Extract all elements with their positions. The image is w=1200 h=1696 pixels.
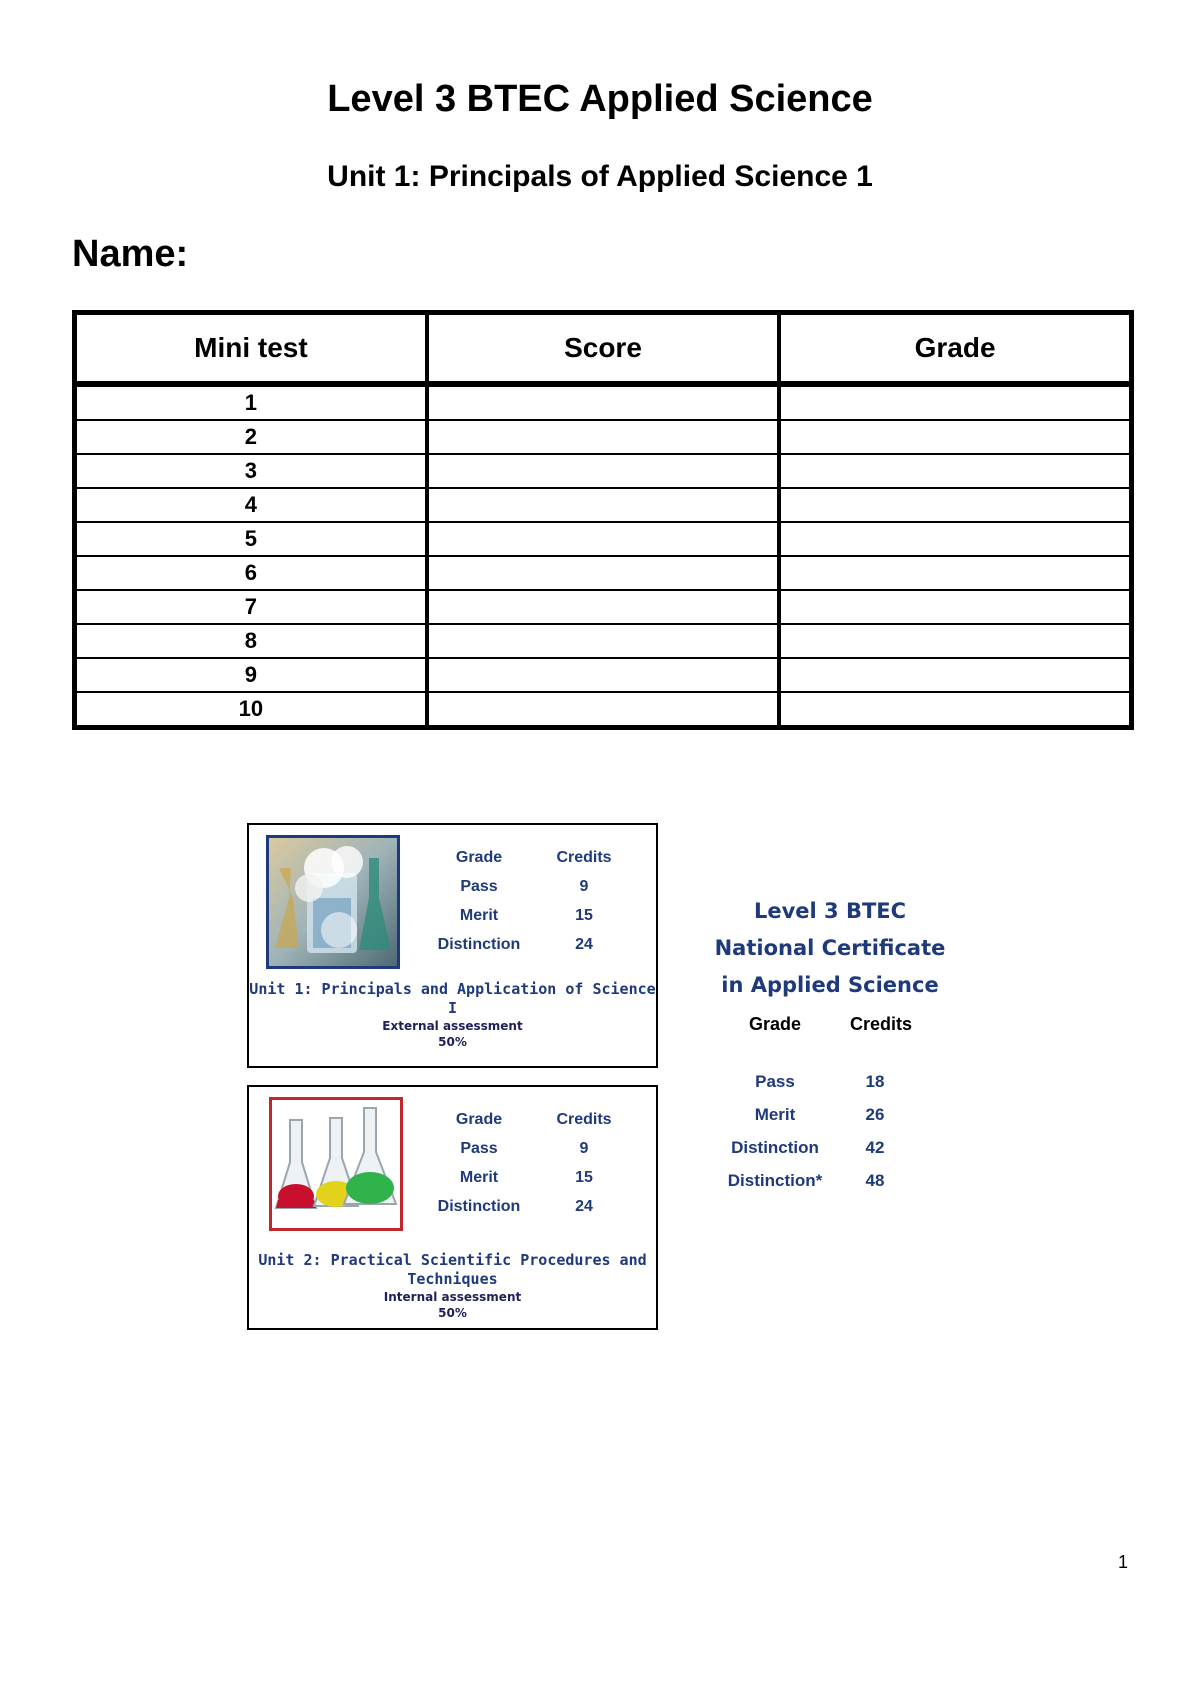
grade-cell[interactable] [779,488,1131,522]
grade-cell[interactable] [779,522,1131,556]
unit1-weight: 50% [438,1035,467,1049]
unit2-caption [249,1251,656,1321]
grade-label: Distinction* [727,1170,823,1190]
credits-value: 9 [579,877,589,895]
mini-test-number: 4 [75,488,427,522]
column-header-grade: Grade [779,313,1131,385]
grade-cell[interactable] [779,624,1131,658]
table-row [75,556,1132,590]
column-header-mini-test: Mini test [75,313,427,385]
mini-test-table [72,310,1134,730]
unit2-title: Unit 2: Practical Scientific Procedures and Techniques [258,1251,647,1288]
table-row [75,522,1132,556]
grade-cell[interactable] [779,692,1131,728]
grade-cell[interactable] [779,454,1131,488]
score-cell[interactable] [427,522,779,556]
grade-cell[interactable] [779,658,1131,692]
grade-row [700,1164,960,1197]
mini-test-number: 2 [75,420,427,454]
score-cell[interactable] [427,692,779,728]
mini-test-number: 10 [75,692,427,728]
credits-value: 24 [575,935,593,953]
certificate-grade-header [700,1014,960,1035]
grade-header-row [424,843,634,872]
grade-row [424,1163,634,1192]
certificate-line-2: National Certificate [714,936,946,960]
unit2-weight: 50% [438,1306,467,1320]
grade-header: Grade [748,1014,802,1034]
grade-label: Pass [460,877,498,895]
page-title: Level 3 BTEC Applied Science [327,78,873,120]
score-cell[interactable] [427,658,779,692]
table-row [75,384,1132,420]
score-cell[interactable] [427,454,779,488]
grade-cell[interactable] [779,556,1131,590]
colored-flasks-icon [269,1097,403,1231]
credits-value: 26 [865,1104,885,1124]
unit2-grade-table [424,1105,634,1221]
certificate-grade-list [700,1065,960,1197]
certificate-line-3: in Applied Science [721,973,939,997]
unit2-card [247,1085,658,1330]
grade-row [424,872,634,901]
mini-test-number: 7 [75,590,427,624]
grade-label: Merit [459,906,499,924]
table-header-row [75,313,1132,385]
grade-row [700,1065,960,1098]
table-row [75,488,1132,522]
grade-row [424,901,634,930]
grade-label: Merit [459,1168,499,1186]
grade-label: Pass [460,1139,498,1157]
table-row [75,692,1132,728]
table-row [75,454,1132,488]
grade-label: Distinction [437,935,521,953]
score-cell[interactable] [427,624,779,658]
name-label: Name: [72,233,189,275]
credits-header: Credits [850,1014,913,1034]
credits-header: Credits [556,848,612,866]
grade-label: Merit [754,1104,796,1124]
mini-test-number: 3 [75,454,427,488]
column-header-score: Score [427,313,779,385]
unit1-assessment: External assessment [382,1019,523,1033]
lab-glassware-smoke-icon [266,835,400,969]
credits-value: 9 [579,1139,589,1157]
credits-value: 24 [575,1197,593,1215]
unit1-caption [249,980,656,1050]
grade-label: Distinction [731,1137,819,1157]
page-number: 1 [1118,1552,1129,1572]
grade-row [700,1131,960,1164]
credits-value: 15 [575,906,593,924]
grade-header: Grade [455,1110,503,1128]
mini-test-number: 6 [75,556,427,590]
credits-header: Credits [556,1110,612,1128]
grade-cell[interactable] [779,420,1131,454]
table-row [75,420,1132,454]
table-row [75,658,1132,692]
grade-label: Pass [755,1071,795,1091]
unit2-assessment: Internal assessment [383,1290,522,1304]
mini-test-number: 5 [75,522,427,556]
table-row [75,624,1132,658]
unit1-card [247,823,658,1068]
grade-row [424,1192,634,1221]
grade-row [424,930,634,959]
certificate-line-1: Level 3 BTEC [753,899,907,923]
grade-row [424,1134,634,1163]
grade-cell[interactable] [779,384,1131,420]
score-cell[interactable] [427,556,779,590]
page-subtitle: Unit 1: Principals of Applied Science 1 [327,160,873,193]
credits-value: 18 [865,1071,885,1091]
grade-header-row [424,1105,634,1134]
credits-value: 48 [865,1170,885,1190]
mini-test-number: 9 [75,658,427,692]
score-cell[interactable] [427,590,779,624]
score-cell[interactable] [427,384,779,420]
credits-value: 42 [865,1137,885,1157]
score-cell[interactable] [427,488,779,522]
grade-header: Grade [455,848,503,866]
credits-value: 15 [575,1168,593,1186]
table-row [75,590,1132,624]
unit1-grade-table [424,843,634,959]
grade-cell[interactable] [779,590,1131,624]
mini-test-number: 8 [75,624,427,658]
mini-test-number: 1 [75,384,427,420]
grade-row [700,1098,960,1131]
unit1-title: Unit 1: Principals and Application of Science I [249,980,656,1017]
national-certificate-panel [700,893,960,1197]
score-cell[interactable] [427,420,779,454]
grade-label: Distinction [437,1197,521,1215]
